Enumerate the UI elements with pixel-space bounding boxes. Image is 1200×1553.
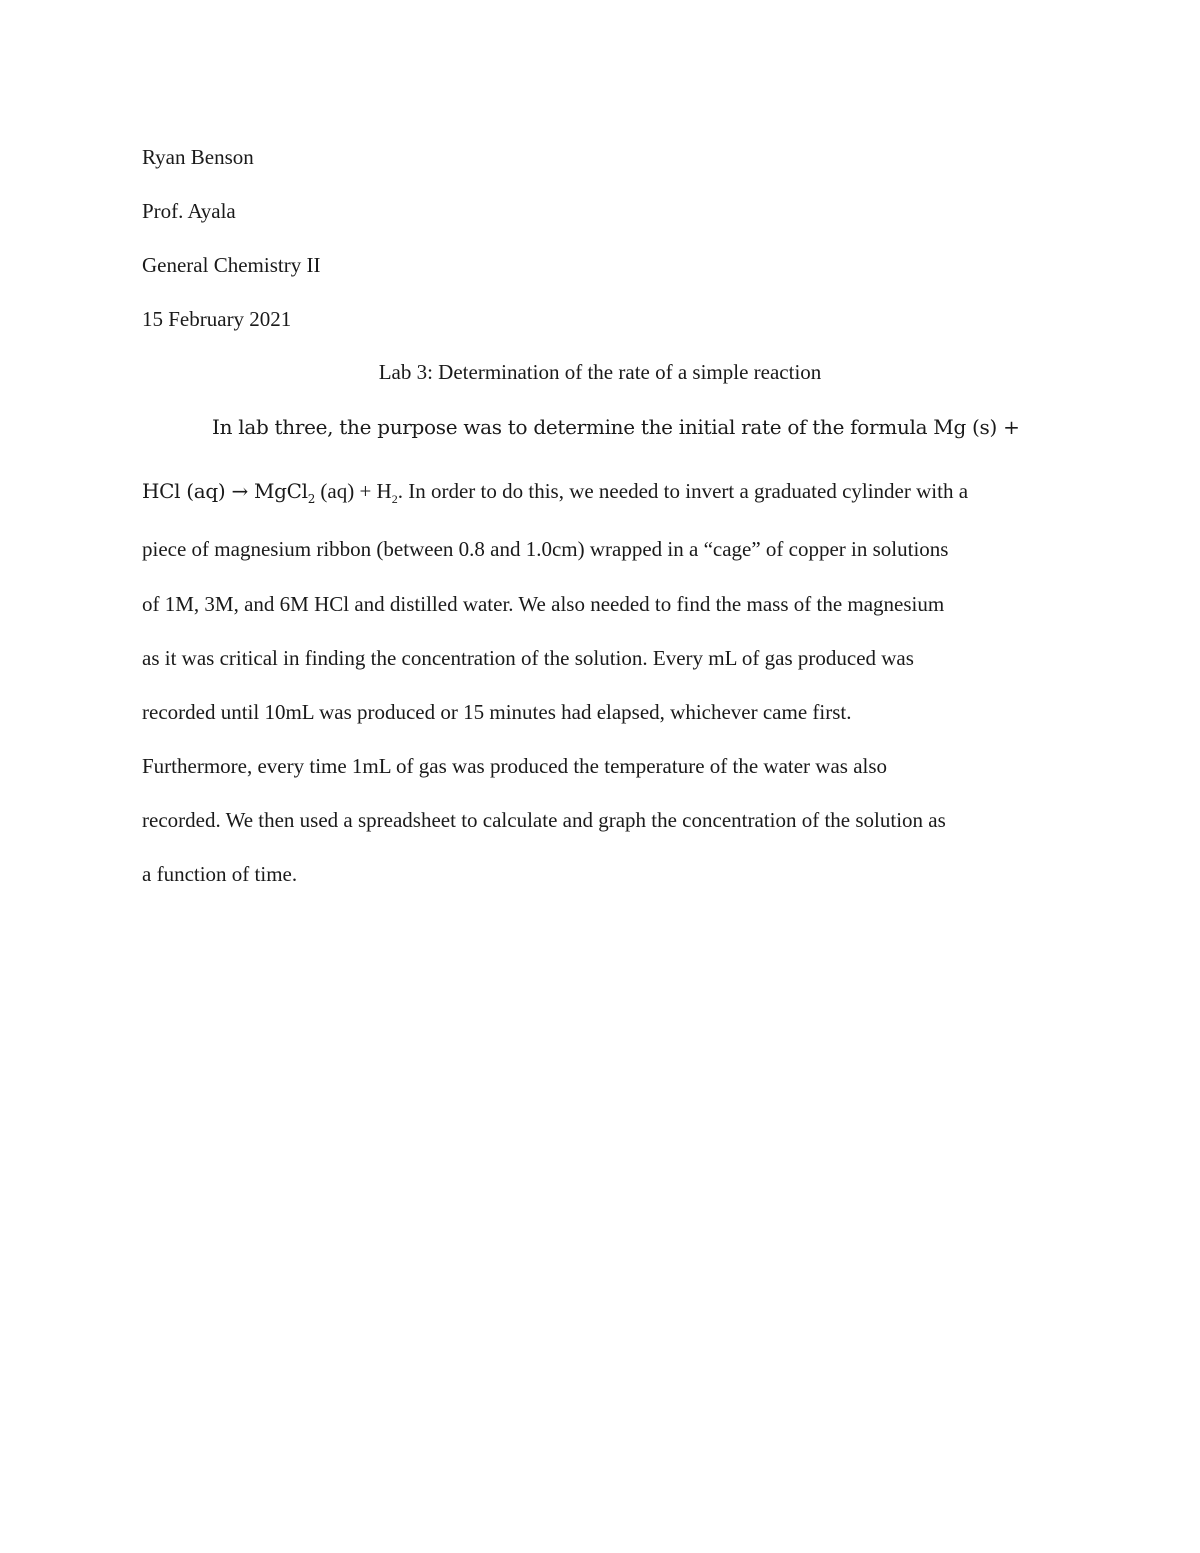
formula-text-hcl: HCl (aq) → MgCl	[142, 479, 308, 503]
formula-hcl-mgcl	[142, 479, 316, 506]
course-name: General Chemistry II	[142, 253, 321, 277]
paragraph-line-5: as it was critical in finding the concentration of the solution. Every mL of gas produced was	[142, 646, 914, 670]
document-title: Lab 3: Determination of the rate of a simple reaction	[378, 360, 822, 384]
paragraph-line-9: a function of time.	[142, 862, 298, 886]
paragraph-line-6: recorded until 10mL was produced or 15 minutes had elapsed, whichever came first.	[142, 700, 852, 724]
author-name: Ryan Benson	[142, 145, 254, 169]
paragraph-line-2	[142, 477, 968, 505]
formula-subscript-cl: 2	[307, 492, 316, 506]
paragraph-line-2-rest: . In order to do this, we needed to invert a graduated cylinder with a	[397, 479, 969, 503]
paragraph-line-1: In lab three, the purpose was to determine the initial rate of the formula Mg (s) +	[212, 415, 1020, 439]
paragraph-line-3: piece of magnesium ribbon (between 0.8 and 1.0cm) wrapped in a “cage” of copper in solutions	[142, 537, 949, 561]
instructor-name: Prof. Ayala	[142, 199, 236, 223]
document-date: 15 February 2021	[142, 307, 292, 331]
formula-text-aq-h: (aq) + H	[315, 479, 392, 503]
formula-subscript-h: 2	[391, 492, 398, 507]
paragraph-line-8: recorded. We then used a spreadsheet to calculate and graph the concentration of the solution as	[142, 808, 946, 832]
paragraph-line-7: Furthermore, every time 1mL of gas was produced the temperature of the water was also	[142, 754, 888, 778]
paragraph-line-4: of 1M, 3M, and 6M HCl and distilled water. We also needed to find the mass of the magnesium	[142, 592, 945, 616]
